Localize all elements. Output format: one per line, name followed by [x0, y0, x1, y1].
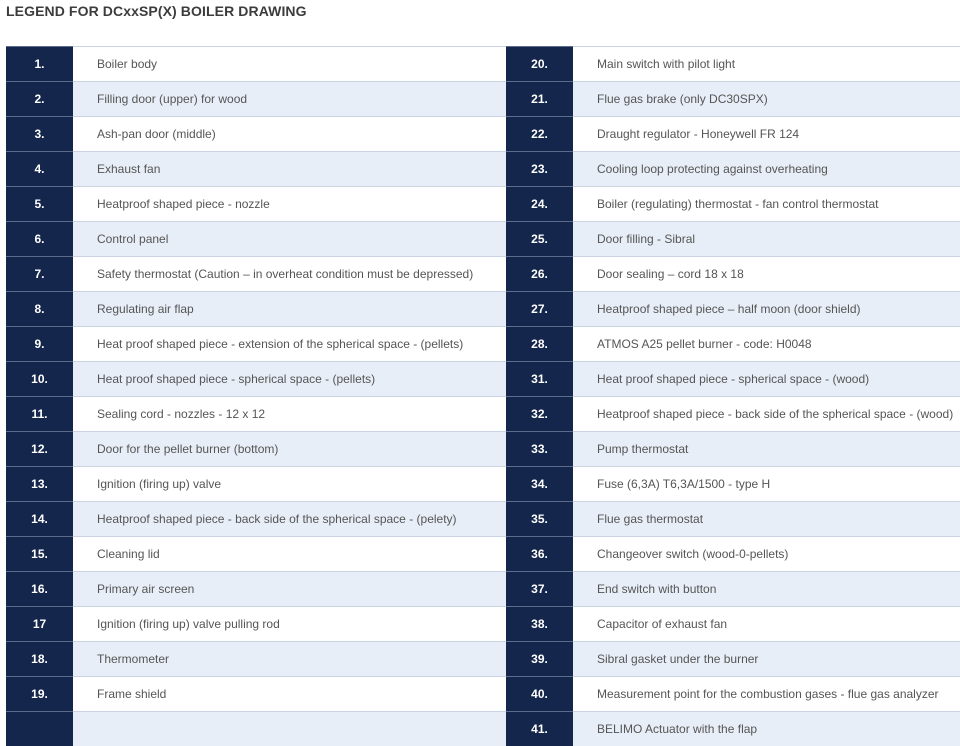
- item-number: 31.: [506, 362, 573, 397]
- table-row: [6, 292, 960, 327]
- table-row: [6, 607, 960, 642]
- item-number: 9.: [6, 327, 73, 362]
- item-number: 12.: [6, 432, 73, 467]
- item-number: 40.: [506, 677, 573, 712]
- table-row: [6, 467, 960, 502]
- item-number: 38.: [506, 607, 573, 642]
- table-row: [6, 117, 960, 152]
- item-number: 6.: [6, 222, 73, 257]
- item-number: 13.: [6, 467, 73, 502]
- item-description: Heat proof shaped piece - spherical space - (wood): [573, 362, 960, 397]
- item-description: Door filling - Sibral: [573, 222, 960, 257]
- item-description: Regulating air flap: [73, 292, 506, 327]
- table-row: [6, 187, 960, 222]
- item-number: 39.: [506, 642, 573, 677]
- table-row: [6, 537, 960, 572]
- table-row: [6, 677, 960, 712]
- item-description: [73, 712, 506, 746]
- item-number: 14.: [6, 502, 73, 537]
- item-description: Heatproof shaped piece – half moon (door shield): [573, 292, 960, 327]
- item-number: 7.: [6, 257, 73, 292]
- item-number: 18.: [6, 642, 73, 677]
- item-description: BELIMO Actuator with the flap: [573, 712, 960, 746]
- item-description: Frame shield: [73, 677, 506, 712]
- item-description: Heatproof shaped piece - back side of the spherical space - (pelety): [73, 502, 506, 537]
- table-row: [6, 257, 960, 292]
- item-description: Boiler body: [73, 47, 506, 82]
- item-description: Ash-pan door (middle): [73, 117, 506, 152]
- item-description: Heatproof shaped piece - nozzle: [73, 187, 506, 222]
- table-row: [6, 152, 960, 187]
- item-number: 25.: [506, 222, 573, 257]
- item-description: Ignition (firing up) valve: [73, 467, 506, 502]
- item-description: Draught regulator - Honeywell FR 124: [573, 117, 960, 152]
- table-row: [6, 712, 960, 746]
- item-description: ATMOS A25 pellet burner - code: H0048: [573, 327, 960, 362]
- item-description: Filling door (upper) for wood: [73, 82, 506, 117]
- page-title: LEGEND FOR DCxxSP(X) BOILER DRAWING: [6, 3, 307, 19]
- item-number: 17: [6, 607, 73, 642]
- item-description: Heat proof shaped piece - spherical space - (pellets): [73, 362, 506, 397]
- item-number: 24.: [506, 187, 573, 222]
- item-description: Exhaust fan: [73, 152, 506, 187]
- item-number: 1.: [6, 47, 73, 82]
- table-row: [6, 397, 960, 432]
- item-description: Flue gas brake (only DC30SPX): [573, 82, 960, 117]
- item-description: Primary air screen: [73, 572, 506, 607]
- item-number: 10.: [6, 362, 73, 397]
- item-description: Boiler (regulating) thermostat - fan control thermostat: [573, 187, 960, 222]
- item-description: Changeover switch (wood-0-pellets): [573, 537, 960, 572]
- item-description: Pump thermostat: [573, 432, 960, 467]
- item-number: [6, 712, 73, 746]
- item-number: 27.: [506, 292, 573, 327]
- item-number: 19.: [6, 677, 73, 712]
- item-description: Door sealing – cord 18 x 18: [573, 257, 960, 292]
- item-number: 32.: [506, 397, 573, 432]
- item-number: 22.: [506, 117, 573, 152]
- item-number: 33.: [506, 432, 573, 467]
- item-number: 37.: [506, 572, 573, 607]
- item-description: Capacitor of exhaust fan: [573, 607, 960, 642]
- item-description: Safety thermostat (Caution – in overheat condition must be depressed): [73, 257, 506, 292]
- table-row: [6, 432, 960, 467]
- item-description: Sealing cord - nozzles - 12 x 12: [73, 397, 506, 432]
- item-number: 41.: [506, 712, 573, 746]
- item-description: Fuse (6,3A) T6,3A/1500 - type H: [573, 467, 960, 502]
- item-description: Heatproof shaped piece - back side of the spherical space - (wood): [573, 397, 960, 432]
- item-description: Control panel: [73, 222, 506, 257]
- item-description: Door for the pellet burner (bottom): [73, 432, 506, 467]
- item-number: 4.: [6, 152, 73, 187]
- item-description: Ignition (firing up) valve pulling rod: [73, 607, 506, 642]
- table-row: [6, 502, 960, 537]
- item-description: Flue gas thermostat: [573, 502, 960, 537]
- item-number: 23.: [506, 152, 573, 187]
- item-description: End switch with button: [573, 572, 960, 607]
- item-number: 8.: [6, 292, 73, 327]
- item-number: 11.: [6, 397, 73, 432]
- item-description: Cleaning lid: [73, 537, 506, 572]
- table-row: [6, 327, 960, 362]
- item-description: Thermometer: [73, 642, 506, 677]
- item-number: 3.: [6, 117, 73, 152]
- item-description: Measurement point for the combustion gases - flue gas analyzer: [573, 677, 960, 712]
- item-number: 28.: [506, 327, 573, 362]
- table-row: [6, 362, 960, 397]
- item-number: 21.: [506, 82, 573, 117]
- item-description: Cooling loop protecting against overheating: [573, 152, 960, 187]
- item-number: 34.: [506, 467, 573, 502]
- legend-body: [6, 47, 960, 746]
- item-description: Heat proof shaped piece - extension of the spherical space - (pellets): [73, 327, 506, 362]
- table-row: [6, 47, 960, 82]
- item-number: 15.: [6, 537, 73, 572]
- item-number: 35.: [506, 502, 573, 537]
- item-number: 2.: [6, 82, 73, 117]
- item-number: 26.: [506, 257, 573, 292]
- legend-table: [6, 46, 960, 746]
- table-row: [6, 82, 960, 117]
- item-description: Sibral gasket under the burner: [573, 642, 960, 677]
- item-number: 16.: [6, 572, 73, 607]
- item-number: 5.: [6, 187, 73, 222]
- table-row: [6, 222, 960, 257]
- table-row: [6, 572, 960, 607]
- item-description: Main switch with pilot light: [573, 47, 960, 82]
- item-number: 20.: [506, 47, 573, 82]
- item-number: 36.: [506, 537, 573, 572]
- table-row: [6, 642, 960, 677]
